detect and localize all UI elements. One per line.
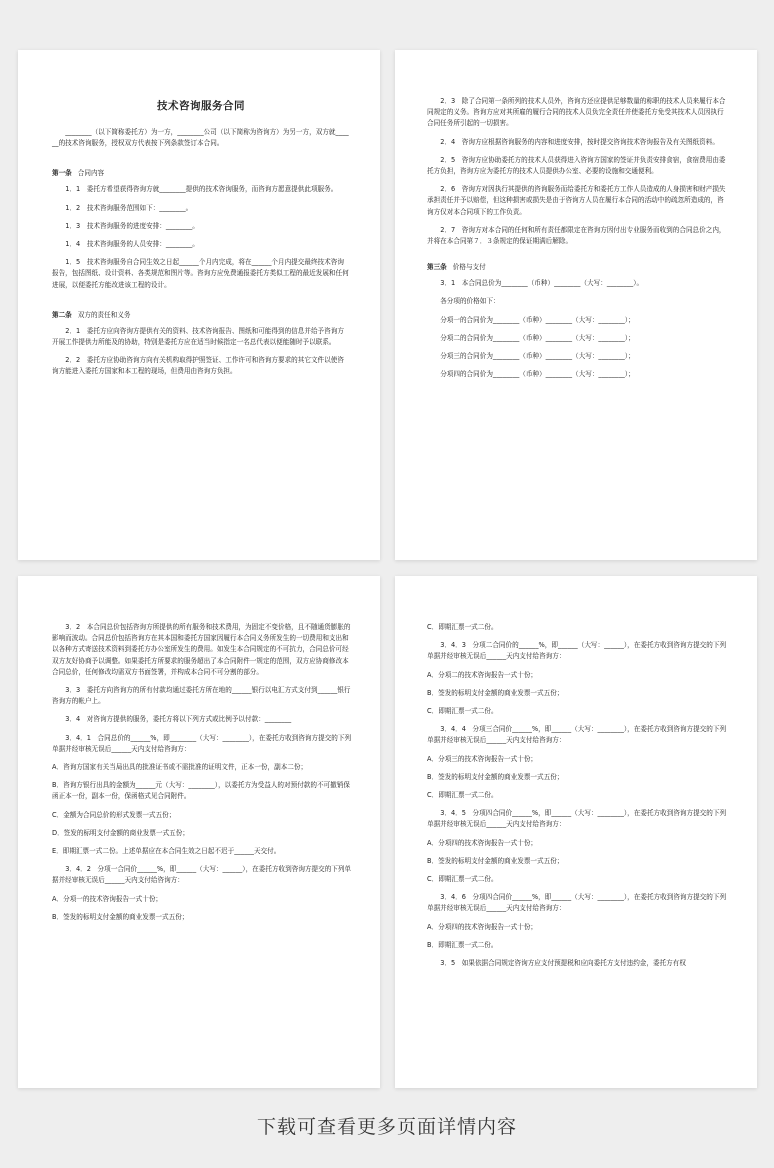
- list-item: B．签发的标明支付金额的商业发票一式五份；: [427, 688, 564, 697]
- clause-paragraph: 2．3 除了合同第一条所列的技术人员外，咨询方还应提供足够数量的称职的技术人员来履行本合同规定的义务。咨询方应对其所雇的履行合同的技术人员负完全责任并使委托方免受其技术人员因执行合同任务所引起的一切损害。: [427, 97, 726, 128]
- section-heading: [52, 309, 350, 319]
- clause-paragraph: 2．5 咨询方应协助委托方的技术人员获得进入咨询方国家的签证并负责安排食宿，食宿费用由委托方负担，咨询方应为委托方的技术人员提供办公室、必要的设施和交通便利。: [427, 155, 726, 176]
- list-item: A．分项一的技术咨询报告一式十份；: [52, 894, 163, 903]
- clause-paragraph: 3．4．6 分项四合同价______%，即______（大写：________），在委托方收到咨询方提交的下列单据并经审核无误后______天内支付给咨询方：: [427, 893, 727, 913]
- list-item: B．签发的标明支付金额的商业发票一式五份；: [427, 856, 564, 865]
- list-item: E．即期汇票一式二份。上述单据应在本合同生效之日起不迟于______天交付。: [52, 847, 281, 856]
- price-line: 分项二的合同价为________（币种）________（大写：________）；: [440, 333, 635, 342]
- price-line: 各分项的价格如下：: [440, 297, 500, 306]
- clause-paragraph: 3．2 本合同总价包括咨询方所提供的所有服务和技术费用，为固定不变价格，且不随通货膨胀的影响而波动。合同总价包括咨询方在其本国和委托方国家因履行本合同义务所发生的一切费用和支出和以各种方式寄送技术资料到委托方办公室所发生的费用。如发生本合同规定的不可抗力，合同总价可经双方友好协商予以调整。如果委托方所要求的服务超出了本合同附件一规定的范围，双方应协商修改本合同总价，任何修改均需双方书面签署，并构成本合同不可分割的部分。: [52, 623, 351, 676]
- section-title: 双方的责任和义务: [77, 310, 131, 319]
- list-item: A．分项四的技术咨询报告一式十份；: [427, 838, 538, 847]
- document-page-4: [395, 576, 757, 1088]
- section-heading: [52, 167, 350, 177]
- section-title: 价格与支付: [452, 263, 486, 272]
- document-page-3: [18, 576, 380, 1088]
- document-page-1: [18, 50, 380, 560]
- document-title: 技术咨询服务合同: [157, 100, 245, 112]
- section-title: 合同内容: [77, 169, 105, 178]
- clause-paragraph: 3．4．3 分项二合同价的______%，即______（大写：______），在委托方收到咨询方提交的下列单据并经审核无误后______天内支付给咨询方：: [427, 641, 727, 661]
- list-item: C．即期汇票一式二份。: [427, 791, 498, 800]
- list-item: C．金额为合同总价的形式发票一式五份；: [52, 810, 176, 819]
- clause-paragraph: 3．4．4 分项三合同价______%，即______（大写：________），在委托方收到咨询方提交的下列单据并经审核无误后______天内支付给咨询方：: [427, 725, 727, 745]
- price-line: 分项一的合同价为________（币种）________（大写：________）；: [440, 315, 635, 324]
- list-item: A．咨询方国家有关当局出具的批准证书或不需批准的证明文件，正本一份，副本二份；: [52, 763, 308, 772]
- list-item: A．分项三的技术咨询报告一式十份；: [427, 754, 538, 763]
- list-item: B．签发的标明支付金额的商业发票一式五份；: [52, 912, 189, 921]
- footer-caption: 下载可查看更多页面详情内容: [256, 1116, 517, 1138]
- clause-paragraph: 2．1 委托方应向咨询方提供有关的资料、技术咨询报告、图纸和可能得到的信息并给予咨询方开展工作提供力所能及的协助，特别是委托方应在适当时候指定一名总代表以便能随时予以联系。: [52, 326, 344, 347]
- list-item: C．即期汇票一式二份。: [427, 707, 498, 716]
- clause-paragraph: 3．4．1 合同总价的______%，即________（大写：________），在委托方收到咨询方提交的下列单据并经审核无误后______天内支付给咨询方：: [52, 733, 352, 753]
- price-line: 分项三的合同价为________（币种）________（大写：________）；: [440, 352, 635, 361]
- clause-paragraph: 2．7 咨询方对本合同的任何和所有责任都限定在咨询方因付出专业服务而收到的合同总价之内，并将在本合同第７．３条规定的保证期满后解除。: [427, 225, 726, 246]
- list-item: C．即期汇票一式二份。: [427, 875, 498, 884]
- page-4-content: [427, 622, 729, 969]
- section-label: 第三条: [427, 263, 447, 272]
- section-label: 第一条: [52, 169, 72, 178]
- section-heading: [427, 261, 729, 271]
- list-item: A．分项二的技术咨询报告一式十份；: [427, 670, 538, 679]
- section-label: 第二条: [52, 310, 72, 319]
- clause-paragraph: 2．2 委托方应协助咨询方向有关机构取得护照签证、工作许可和咨询方要求的其它文件以使咨询方能进入委托方国家和本工程的现场，但费用由咨询方负担。: [52, 356, 344, 376]
- list-item: B．签发的标明支付金额的商业发票一式五份；: [427, 772, 564, 781]
- list-item: B．咨询方银行出具的金额为______元（大写：________），以委托方为受益人的对预付款的不可撤销保函正本一份，副本一份，保函格式见合同附件。: [52, 781, 350, 801]
- clause-paragraph: 1．2 技术咨询服务范围如下：________。: [65, 203, 193, 212]
- list-item: C．即期汇票一式二份。: [427, 623, 498, 631]
- list-item: A．分项四的技术咨询报告一式十份；: [427, 922, 538, 931]
- clause-paragraph: 1．5 技术咨询服务自合同生效之日起______个月内完成，将在______个月内提交最终技术咨询报告，包括图纸、设计资料、各类规范和图片等。咨询方应免费通报委托方类似工程的最近发展和任何进展，以便委托方能改进该工程的设计。: [52, 258, 349, 289]
- clause-paragraph: 3．3 委托方向咨询方的所有付款均通过委托方所在地的______银行以电汇方式支付到______银行咨询方的帐户上。: [52, 686, 351, 706]
- clause-paragraph: 2．4 咨询方应根据咨询服务的内容和进度安排，按时提交咨询技术咨询报告及有关图纸资料。: [440, 137, 719, 146]
- intro-paragraph: ________（以下简称委托方）为一方，________公司（以下简称为咨询方）为另一方，双方就______的技术咨询服务，授权双方代表按下列条款签订本合同。: [52, 128, 349, 148]
- list-item: D．签发的标明支付金额的商业发票一式五份；: [52, 828, 189, 837]
- clause-paragraph: 3．4．5 分项四合同价______%，即______（大写：________），在委托方收到咨询方提交的下列单据并经审核无误后______天内支付给咨询方：: [427, 809, 727, 829]
- price-line: 分项四的合同价为________（币种）________（大写：________）；: [440, 370, 635, 379]
- clause-paragraph: 3．4．2 分项一合同价______%，即______（大写：______），在委托方收到咨询方提交的下列单据并经审核无误后______天内支付给咨询方：: [52, 865, 352, 885]
- clause-paragraph: 3．5 如果依据合同规定咨询方应支付预提税和应向委托方支付违约金，委托方有权: [440, 959, 686, 968]
- clause-paragraph: 3．1 本合同总价为________（币种）________（大写：________）。: [440, 279, 644, 288]
- list-item: B．即期汇票一式二份。: [427, 940, 498, 949]
- clause-paragraph: 1．4 技术咨询服务的人员安排：________。: [65, 240, 199, 249]
- clause-paragraph: 2．6 咨询方对因执行其提供的咨询服务而给委托方和委托方工作人员造成的人身损害和财产损失承担责任并予以赔偿，但这种损害或损失是由于咨询方人员在履行本合同的活动中的疏忽所造成的，咨询方仅对本合同项下的工作负责。: [427, 185, 726, 216]
- clause-paragraph: 1．1 委托方希望获得咨询方就________提供的技术咨询服务，而咨询方愿意提供此项服务。: [65, 185, 338, 194]
- document-page-2: [395, 50, 757, 560]
- clause-paragraph: 3．4 对咨询方提供的服务，委托方将以下列方式或比例予以付款：________: [65, 715, 292, 724]
- clause-paragraph: 1．3 技术咨询服务的进度安排：________。: [65, 221, 199, 230]
